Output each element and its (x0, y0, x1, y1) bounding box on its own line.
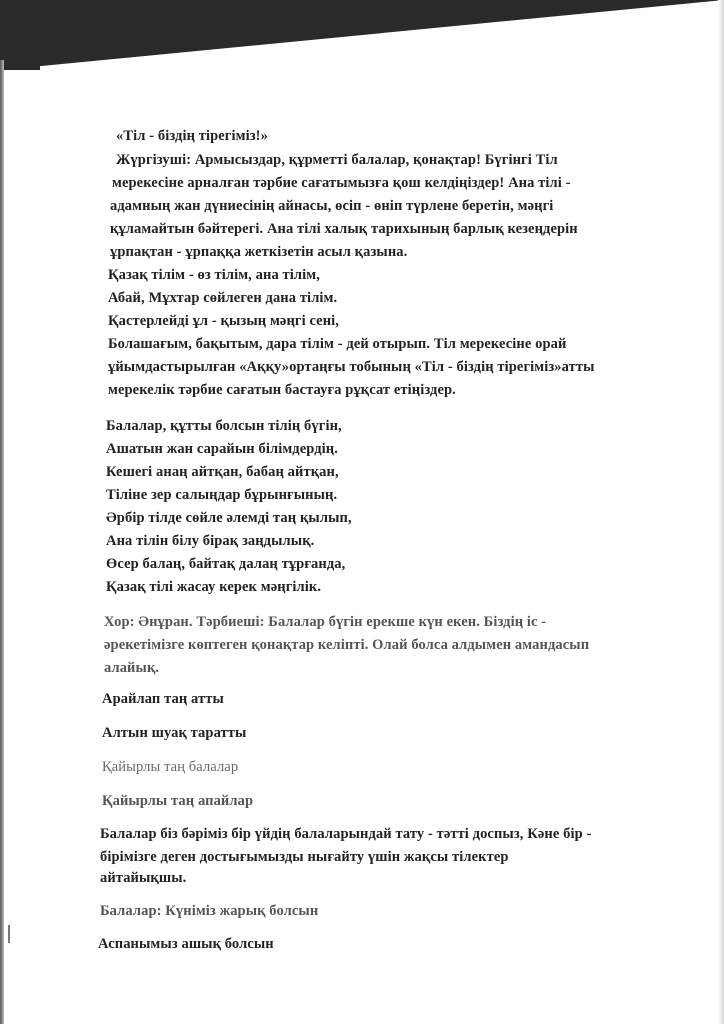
poem1-line: Қастерлейді ұл - қызың мәңгі сені, (108, 313, 340, 329)
poem2-line: Әрбір тілде сөйле әлемді таң қылып, (106, 510, 352, 526)
chorus-line: Хор: Әнұран. Тәрбиеші: Балалар бүгін ерекше күн екен. Біздің іс - (104, 614, 547, 630)
greeting-line: Қайырлы таң балалар (102, 759, 239, 775)
poem1-line: ұйымдастырылған «Аққу»ортаңғы тобының «Тіл - біздің тірегіміз»атты (108, 359, 595, 375)
intro-line: құламайтын бәйтерегі. Ана тілі халық тарихының барлық кезеңдерін (110, 221, 578, 237)
document-title: «Тіл - біздің тірегіміз!» (116, 128, 268, 144)
poem2-line: Кешегі анаң айтқан, бабаң айтқан, (106, 464, 339, 480)
wish-line: Аспанымыз ашық болсын (98, 936, 274, 952)
poem2-line: Ана тілін білу бірақ заңдылық. (106, 533, 315, 549)
friends-line: Балалар біз бәріміз бір үйдің балаларындай тату - тәтті доспыз, Кәне бір - (100, 826, 592, 842)
poem1-line: Абай, Мұхтар сөйлеген дана тілім. (108, 290, 338, 306)
friends-line: бірімізге деген достығымызды нығайту үшін жақсы тілектер (100, 849, 509, 865)
poem2-line: Өсер балаң, байтақ далаң тұрғанда, (106, 556, 346, 572)
friends-line: айтайықшы. (100, 870, 187, 886)
greeting-line: Қайырлы таң апайлар (102, 793, 254, 809)
chorus-line: әрекетімізге көптеген қонақтар келіпті. Олай болса алдымен амандасып (104, 637, 590, 653)
poem2-line: Ашатын жан сарайын білімдердің. (106, 441, 338, 457)
wish-line: Балалар: Күніміз жарық болсын (100, 903, 319, 919)
intro-line: мерекесіне арналған тәрбие сағатымызға қош келдіңіздер! Ана тілі - (112, 175, 571, 191)
poem1-line: Болашағым, бақытым, дара тілім - дей отырып. Тіл мерекесіне орай (108, 336, 567, 352)
poem2-line: Қазақ тілі жасау керек мәңгілік. (106, 579, 322, 595)
poem1-line: Қазақ тілім - өз тілім, ана тілім, (108, 267, 320, 283)
intro-line: Жүргізуші: Армысыздар, құрметті балалар, қонақтар! Бүгінгі Тіл (116, 152, 558, 168)
poem2-line: Балалар, құтты болсын тілің бүгін, (106, 418, 342, 434)
chorus-line: алайық. (104, 660, 160, 676)
greeting-line: Алтын шуақ таратты (102, 725, 247, 741)
intro-line: ұрпақтан - ұрпаққа жеткізетін асыл қазына. (110, 244, 408, 260)
intro-line: адамның жан дүниесінің айнасы, өсіп - өніп түрлене беретін, мәңгі (110, 198, 554, 214)
greeting-line: Арайлап таң атты (102, 691, 224, 707)
poem2-line: Тіліне зер салыңдар бұрынғының. (106, 487, 338, 503)
poem1-line: мерекелік тәрбие сағатын бастауға рұқсат етіңіздер. (108, 382, 456, 398)
